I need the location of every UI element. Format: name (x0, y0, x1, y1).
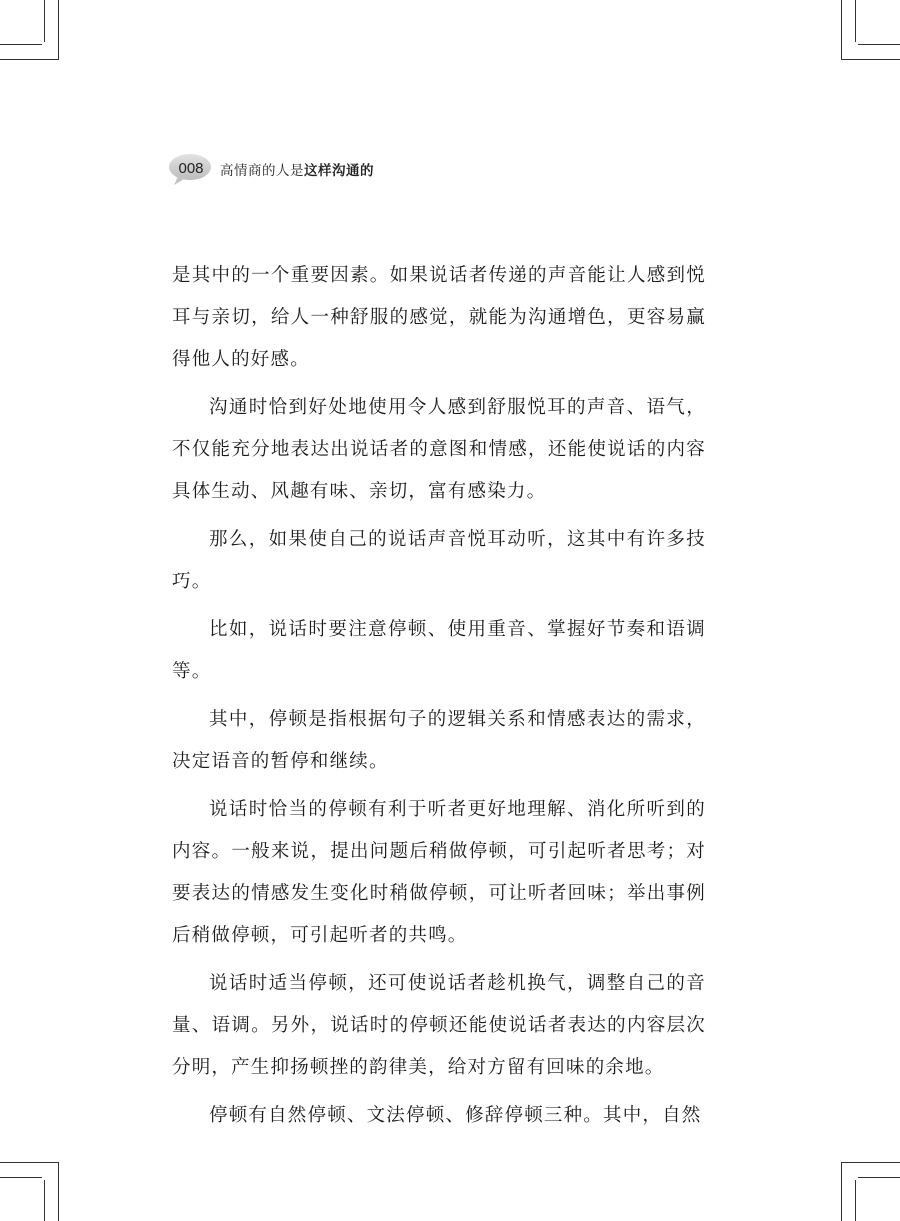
paragraph: 说话时恰当的停顿有利于听者更好地理解、消化所听到的内容。一般来说，提出问题后稍做停顿，可引起听者思考；对要表达的情感发生变化时稍做停顿，可让听者回味；举出事例后稍做停顿，可引起听者的共鸣。 (172, 799, 706, 946)
crop-mark-bottom-right-h (842, 1162, 900, 1163)
crop-mark-top-right-v (841, 0, 842, 60)
book-title (220, 159, 374, 179)
book-title-bold: 这样沟通的 (304, 163, 374, 179)
crop-mark-top-left-h2 (0, 44, 42, 45)
body-text (172, 255, 706, 1143)
crop-mark-bottom-right-v (841, 1162, 842, 1221)
paragraph: 是其中的一个重要因素。如果说话者传递的声音能让人感到悦耳与亲切，给人一种舒服的感觉，就能为沟通增色，更容易赢得他人的好感。 (172, 265, 706, 370)
paragraph: 其中，停顿是指根据句子的逻辑关系和情感表达的需求，决定语音的暂停和继续。 (172, 709, 706, 772)
crop-mark-top-right-v2 (855, 0, 856, 42)
paragraph: 比如，说话时要注意停顿、使用重音、掌握好节奏和语调等。 (172, 619, 706, 682)
crop-mark-top-left-v (58, 0, 59, 60)
crop-mark-top-right-h2 (858, 44, 900, 45)
crop-mark-bottom-left-h2 (0, 1177, 42, 1178)
paragraph: 沟通时恰到好处地使用令人感到舒服悦耳的声音、语气，不仅能充分地表达出说话者的意图和情感，还能使说话的内容具体生动、风趣有味、亲切，富有感染力。 (172, 397, 706, 502)
paragraph: 说话时适当停顿，还可使说话者趁机换气，调整自己的音量、语调。另外，说话时的停顿还能使说话者表达的内容层次分明，产生抑扬顿挫的韵律美，给对方留有回味的余地。 (172, 973, 706, 1078)
crop-mark-bottom-left-v2 (44, 1180, 45, 1221)
crop-mark-bottom-right-h2 (858, 1177, 900, 1178)
paragraph: 那么，如果使自己的说话声音悦耳动听，这其中有许多技巧。 (172, 529, 706, 592)
crop-mark-bottom-left-v (58, 1162, 59, 1221)
crop-mark-bottom-left-h (0, 1162, 58, 1163)
crop-mark-bottom-right-v2 (855, 1180, 856, 1221)
crop-mark-top-right-h (842, 59, 900, 60)
book-title-plain: 高情商的人是 (220, 163, 304, 179)
crop-mark-top-left-v2 (44, 0, 45, 42)
running-header (168, 148, 374, 190)
crop-mark-top-left-h (0, 59, 58, 60)
paragraph: 停顿有自然停顿、文法停顿、修辞停顿三种。其中，自然 (209, 1105, 702, 1126)
page-number: 008 (178, 160, 204, 177)
speech-bubble-icon (168, 151, 214, 187)
